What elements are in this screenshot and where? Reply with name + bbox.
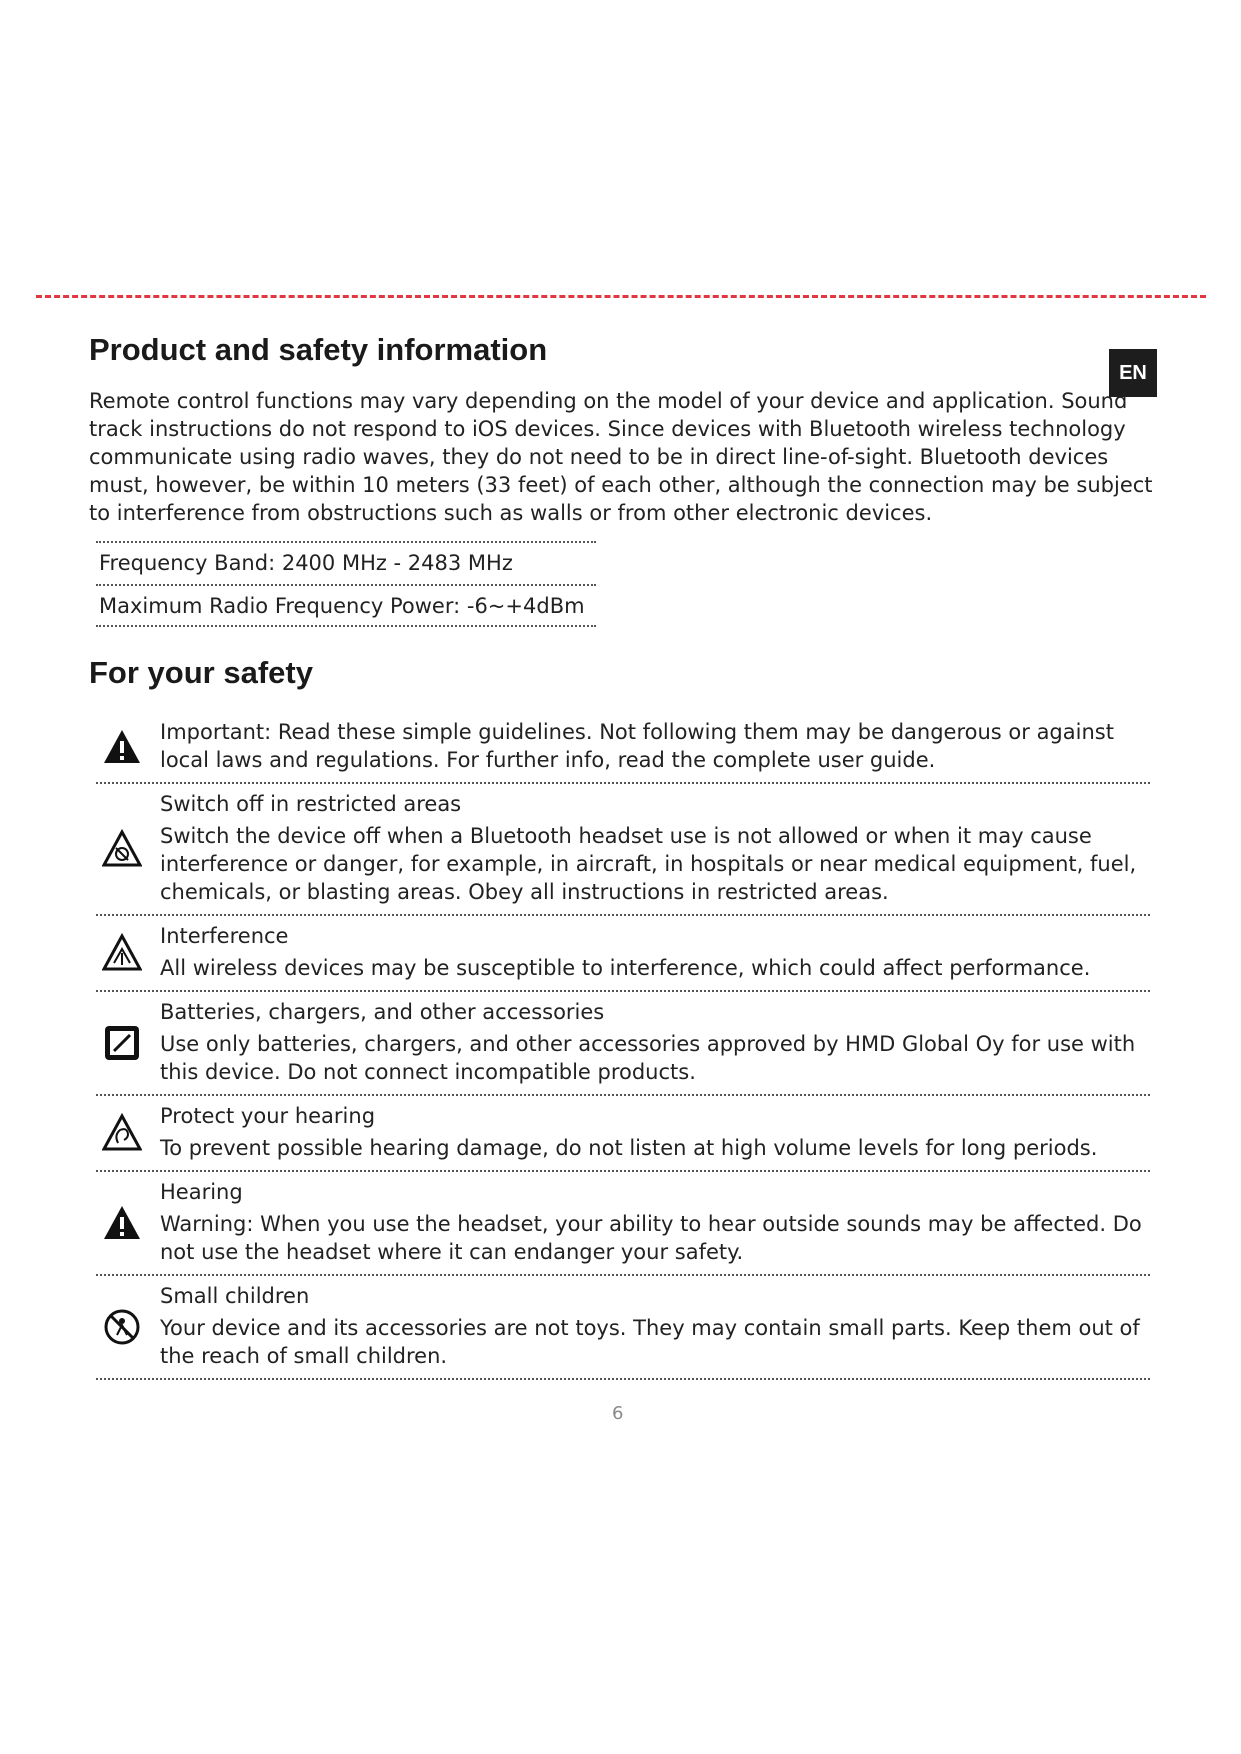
safety-item-body: All wireless devices may be susceptible to interference, which could affect performance. xyxy=(160,956,1091,980)
warning-icon xyxy=(102,727,142,767)
safety-item-title: Hearing xyxy=(160,1180,243,1204)
safety-item-body: Important: Read these simple guidelines. Not following them may be dangerous or against local laws and regulations. For further info, read the complete user guide. xyxy=(160,720,1114,772)
safety-item-body: Use only batteries, chargers, and other accessories approved by HMD Global Oy for use with this device. Do not connect incompatible products. xyxy=(160,1032,1136,1084)
restricted-area-icon xyxy=(102,829,142,869)
safety-item-interference xyxy=(96,916,1150,992)
decorative-red-dashed-rule xyxy=(36,295,1206,298)
safety-list xyxy=(96,712,1150,1380)
spec-table xyxy=(96,541,596,627)
hearing-protection-icon xyxy=(102,1113,142,1153)
page-title: Product and safety information xyxy=(89,332,548,367)
intro-text xyxy=(89,387,1169,527)
safety-item-title: Small children xyxy=(160,1284,310,1308)
safety-item-batteries xyxy=(96,992,1150,1096)
safety-item-important xyxy=(96,712,1150,784)
interference-icon xyxy=(102,933,142,973)
language-badge: EN xyxy=(1109,349,1157,397)
no-children-icon xyxy=(102,1307,142,1347)
safety-item-small-children xyxy=(96,1276,1150,1380)
safety-item-hearing xyxy=(96,1172,1150,1276)
page-number: 6 xyxy=(612,1403,624,1424)
intro-paragraph: Remote control functions may vary depending on the model of your device and application. Sound track instructions do not respond to iOS devices. Since devices with Bluetooth wireless technology communicate using radio waves, they do not need to be in direct line-of-sight. Bluetooth devices must, however, be within 10 meters (33 feet) of each other, although the connection may be subject to interference from obstructions such as walls or from other electronic devices. xyxy=(89,389,1153,525)
safety-item-body: Your device and its accessories are not toys. They may contain small parts. Keep them out of the reach of small children. xyxy=(160,1316,1140,1368)
safety-item-title: Batteries, chargers, and other accessories xyxy=(160,1000,605,1024)
safety-item-body: Warning: When you use the headset, your ability to hear outside sounds may be affected. Do not use the headset where it can endanger your safety. xyxy=(160,1212,1142,1264)
safety-item-restricted-areas xyxy=(96,784,1150,916)
battery-accessory-icon xyxy=(102,1023,142,1063)
safety-item-body: Switch the device off when a Bluetooth headset use is not allowed or when it may cause interference or danger, for example, in aircraft, in hospitals or near medical equipment, fuel, chemicals, or blasting areas. Obey all instructions in restricted areas. xyxy=(160,824,1137,904)
safety-section-title: For your safety xyxy=(89,655,313,690)
safety-item-body: To prevent possible hearing damage, do not listen at high volume levels for long periods. xyxy=(160,1136,1098,1160)
safety-item-title: Switch off in restricted areas xyxy=(160,792,462,816)
warning-icon xyxy=(102,1203,142,1243)
safety-item-protect-hearing xyxy=(96,1096,1150,1172)
safety-item-title: Protect your hearing xyxy=(160,1104,376,1128)
spec-max-rf-power: Maximum Radio Frequency Power: -6~+4dBm xyxy=(96,584,596,627)
safety-item-title: Interference xyxy=(160,924,289,948)
spec-frequency-band: Frequency Band: 2400 MHz - 2483 MHz xyxy=(96,541,596,584)
